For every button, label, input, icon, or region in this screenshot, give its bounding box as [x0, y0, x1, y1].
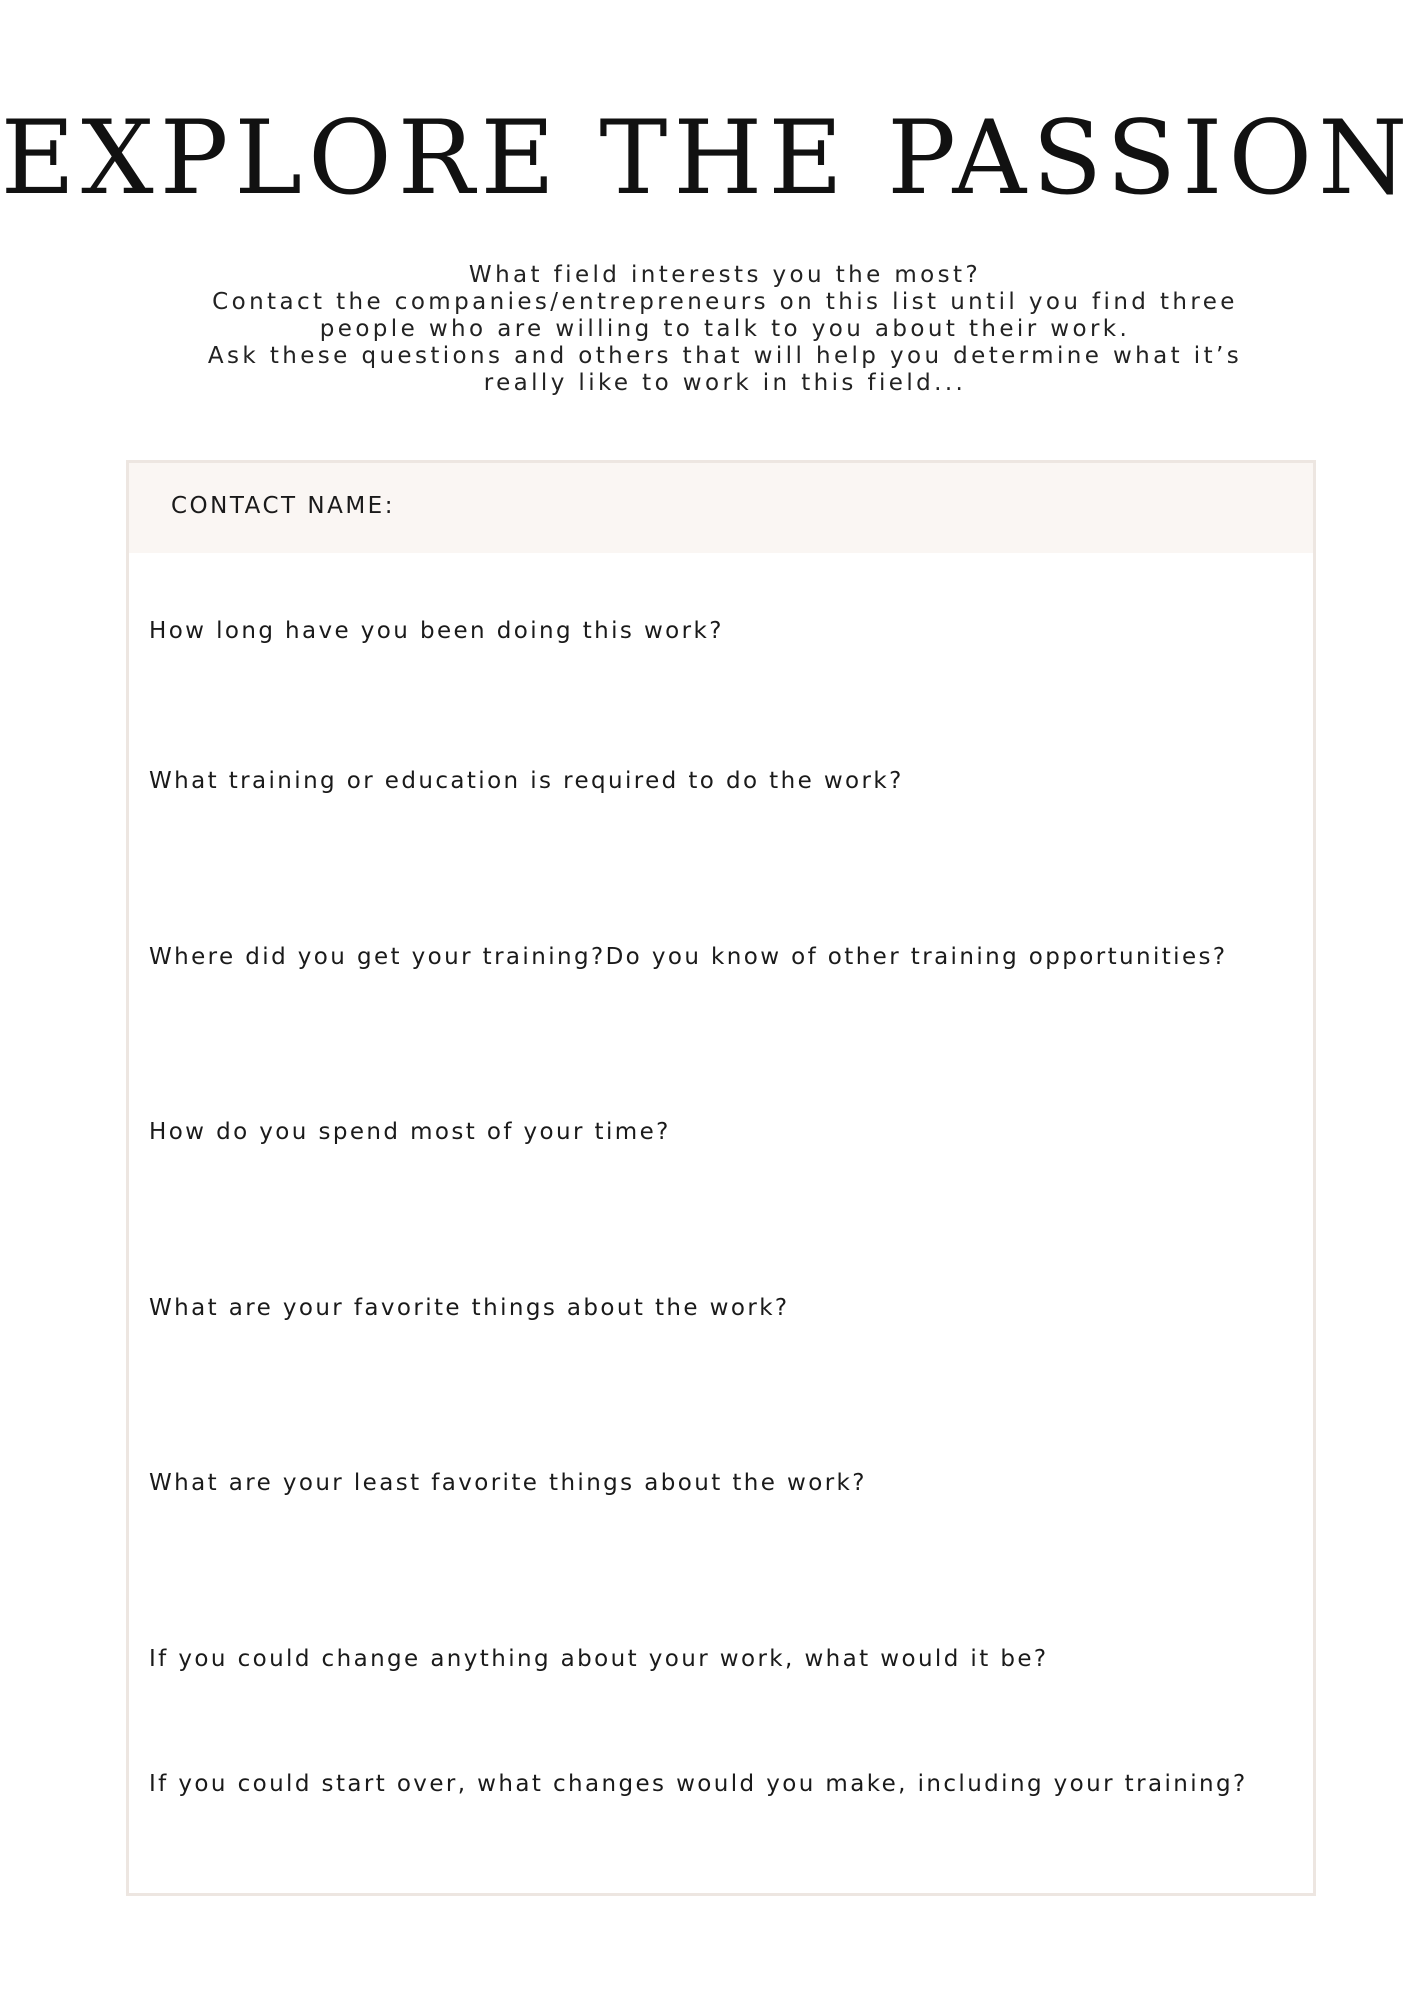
question-time-spent: How do you spend most of your time? — [149, 1119, 671, 1145]
question-change-anything: If you could change anything about your work, what would it be? — [149, 1646, 1049, 1672]
question-training-required: What training or education is required to do the work? — [149, 768, 904, 794]
page-title: EXPLORE THE PASSION — [0, 99, 1414, 218]
question-favorite-things: What are your favorite things about the work? — [149, 1295, 790, 1321]
question-years-in-work: How long have you been doing this work? — [149, 618, 724, 644]
intro-line: people who are willing to talk to you about their work. — [319, 316, 1131, 342]
intro-line: Contact the companies/entrepreneurs on this list until you find three — [212, 289, 1238, 315]
intro-line: really like to work in this field... — [483, 370, 967, 396]
question-training-source: Where did you get your training?Do you know of other training opportunities? — [149, 944, 1228, 970]
contact-name-label: CONTACT NAME: — [171, 493, 395, 519]
interview-card — [126, 460, 1316, 1896]
question-least-favorite-things: What are your least favorite things about the work? — [149, 1470, 867, 1496]
contact-name-field[interactable] — [129, 463, 1313, 553]
intro-line: What field interests you the most? — [468, 262, 982, 288]
question-start-over: If you could start over, what changes would you make, including your training? — [149, 1771, 1248, 1797]
intro-text — [200, 262, 1250, 397]
intro-line: Ask these questions and others that will help you determine what it’s — [207, 343, 1243, 369]
